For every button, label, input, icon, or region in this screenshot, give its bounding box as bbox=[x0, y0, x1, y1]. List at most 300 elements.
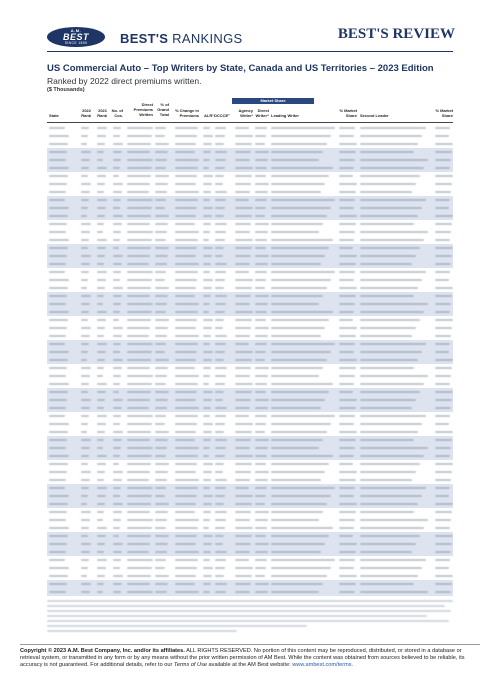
table-row bbox=[47, 548, 453, 556]
table-cell bbox=[203, 407, 211, 409]
table-cell bbox=[235, 303, 250, 305]
table-cell bbox=[97, 159, 103, 161]
table-cell bbox=[175, 455, 198, 457]
table-cell bbox=[235, 255, 251, 257]
table-cell bbox=[175, 391, 197, 393]
table-cell bbox=[155, 255, 168, 257]
table-cell bbox=[215, 495, 225, 497]
table-cell bbox=[360, 519, 428, 521]
table-cell bbox=[49, 591, 66, 593]
table-cell bbox=[113, 519, 121, 521]
table-cell bbox=[81, 127, 89, 129]
table-cell bbox=[113, 279, 120, 281]
table-cell bbox=[235, 463, 252, 465]
table-cell bbox=[155, 463, 169, 465]
table-cell bbox=[113, 471, 123, 473]
table-cell bbox=[175, 127, 198, 129]
table-cell bbox=[235, 375, 250, 377]
table-cell bbox=[81, 263, 90, 265]
table-cell bbox=[255, 335, 268, 337]
table-cell bbox=[339, 519, 355, 521]
table-cell bbox=[271, 463, 329, 465]
table-cell bbox=[113, 271, 121, 273]
table-cell bbox=[203, 391, 213, 393]
table-cell bbox=[235, 391, 252, 393]
table-cell bbox=[127, 527, 152, 529]
table-cell bbox=[435, 167, 450, 169]
table-cell bbox=[175, 591, 199, 593]
table-cell bbox=[49, 567, 69, 569]
table-cell bbox=[113, 127, 121, 129]
table-cell bbox=[127, 503, 151, 505]
col-leading-share: % Market Share bbox=[339, 108, 357, 118]
table-row bbox=[47, 508, 453, 516]
table-cell bbox=[271, 255, 325, 257]
table-cell bbox=[97, 591, 103, 593]
table-cell bbox=[360, 367, 414, 369]
table-cell bbox=[113, 439, 122, 441]
table-cell bbox=[113, 135, 120, 137]
table-cell bbox=[175, 199, 198, 201]
table-cell bbox=[155, 431, 169, 433]
table-cell bbox=[49, 487, 65, 489]
table-cell bbox=[255, 407, 268, 409]
table-cell bbox=[155, 159, 167, 161]
table-cell bbox=[215, 279, 225, 281]
table-cell bbox=[97, 575, 105, 577]
table-cell bbox=[49, 343, 65, 345]
table-cell bbox=[113, 543, 123, 545]
table-cell bbox=[127, 151, 150, 153]
table-cell bbox=[271, 335, 321, 337]
table-cell bbox=[175, 399, 196, 401]
table-cell bbox=[49, 183, 67, 185]
table-cell bbox=[271, 151, 323, 153]
table-cell bbox=[360, 295, 414, 297]
table-cell bbox=[215, 343, 226, 345]
table-cell bbox=[127, 335, 149, 337]
table-cell bbox=[255, 191, 268, 193]
table-row bbox=[47, 436, 453, 444]
table-cell bbox=[435, 159, 451, 161]
table-cell bbox=[155, 183, 168, 185]
table-cell bbox=[435, 407, 451, 409]
table-cell bbox=[255, 207, 266, 209]
table-cell bbox=[175, 359, 196, 361]
table-cell bbox=[81, 503, 87, 505]
table-cell bbox=[97, 423, 106, 425]
table-cell bbox=[203, 511, 211, 513]
table-cell bbox=[155, 191, 167, 193]
table-cell bbox=[339, 159, 355, 161]
table-cell bbox=[155, 487, 166, 489]
table-cell bbox=[215, 415, 226, 417]
table-cell bbox=[113, 559, 121, 561]
table-cell bbox=[271, 319, 329, 321]
table-cell bbox=[235, 191, 250, 193]
table-row bbox=[47, 156, 453, 164]
table-cell bbox=[255, 527, 267, 529]
table-cell bbox=[49, 455, 69, 457]
table-cell bbox=[127, 439, 150, 441]
table-cell bbox=[81, 423, 88, 425]
table-cell bbox=[215, 303, 226, 305]
table-row bbox=[47, 572, 453, 580]
table-cell bbox=[435, 527, 450, 529]
table-cell bbox=[97, 415, 107, 417]
table-cell bbox=[235, 527, 253, 529]
table-cell bbox=[127, 303, 153, 305]
table-cell bbox=[203, 535, 213, 537]
table-cell bbox=[175, 407, 199, 409]
table-cell bbox=[81, 311, 89, 313]
table-cell bbox=[271, 455, 333, 457]
table-cell bbox=[97, 383, 107, 385]
table-cell bbox=[113, 263, 122, 265]
table-cell bbox=[271, 543, 325, 545]
table-cell bbox=[49, 151, 67, 153]
table-cell bbox=[339, 311, 354, 313]
table-cell bbox=[271, 247, 329, 249]
table-cell bbox=[235, 287, 252, 289]
table-cell bbox=[97, 279, 106, 281]
table-cell bbox=[215, 135, 225, 137]
table-cell bbox=[49, 359, 68, 361]
table-cell bbox=[203, 151, 211, 153]
table-cell bbox=[435, 223, 452, 225]
table-row bbox=[47, 324, 453, 332]
table-cell bbox=[255, 167, 267, 169]
table-cell bbox=[360, 447, 428, 449]
footnote-line bbox=[47, 610, 451, 612]
table-cell bbox=[339, 247, 353, 249]
table-cell bbox=[271, 391, 329, 393]
table-cell bbox=[49, 367, 67, 369]
table-cell bbox=[49, 135, 69, 137]
table-cell bbox=[255, 327, 269, 329]
table-cell bbox=[255, 263, 268, 265]
table-cell bbox=[255, 519, 268, 521]
table-cell bbox=[235, 423, 253, 425]
table-cell bbox=[113, 551, 122, 553]
table-cell bbox=[215, 175, 224, 177]
table-cell bbox=[175, 543, 196, 545]
table-cell bbox=[127, 207, 152, 209]
table-cell bbox=[435, 455, 450, 457]
table-cell bbox=[339, 207, 354, 209]
table-cell bbox=[339, 463, 353, 465]
table-cell bbox=[155, 223, 168, 225]
table-cell bbox=[81, 535, 88, 537]
table-cell bbox=[360, 183, 416, 185]
col-alr: ALR¹ bbox=[204, 113, 214, 118]
table-cell bbox=[127, 391, 151, 393]
table-cell bbox=[155, 375, 167, 377]
table-cell bbox=[97, 543, 105, 545]
table-cell bbox=[435, 143, 453, 145]
table-cell bbox=[339, 255, 357, 257]
table-cell bbox=[255, 495, 266, 497]
table-cell bbox=[235, 127, 249, 129]
table-cell bbox=[235, 311, 253, 313]
table-cell bbox=[271, 479, 321, 481]
table-cell bbox=[175, 431, 196, 433]
table-cell bbox=[175, 223, 195, 225]
table-cell bbox=[155, 415, 166, 417]
table-cell bbox=[127, 263, 149, 265]
table-cell bbox=[435, 431, 453, 433]
table-cell bbox=[215, 223, 227, 225]
table-cell bbox=[255, 359, 265, 361]
table-cell bbox=[235, 175, 252, 177]
table-cell bbox=[235, 543, 251, 545]
table-cell bbox=[215, 287, 224, 289]
table-cell bbox=[81, 383, 89, 385]
table-row bbox=[47, 220, 453, 228]
table-cell bbox=[435, 247, 453, 249]
header-divider bbox=[47, 51, 453, 52]
table-cell bbox=[113, 287, 123, 289]
table-cell bbox=[97, 359, 105, 361]
table-cell bbox=[113, 351, 120, 353]
table-cell bbox=[49, 215, 68, 217]
table-cell bbox=[49, 279, 69, 281]
table-cell bbox=[175, 263, 199, 265]
table-cell bbox=[81, 511, 91, 513]
table-cell bbox=[339, 543, 357, 545]
table-cell bbox=[113, 431, 123, 433]
table-cell bbox=[155, 247, 169, 249]
table-cell bbox=[235, 575, 252, 577]
table-cell bbox=[113, 479, 122, 481]
table-cell bbox=[235, 471, 251, 473]
table-cell bbox=[435, 127, 450, 129]
copyright-notice bbox=[20, 648, 480, 670]
table-cell bbox=[155, 151, 168, 153]
table-cell bbox=[81, 191, 90, 193]
table-cell bbox=[271, 487, 335, 489]
table-cell bbox=[113, 327, 123, 329]
table-cell bbox=[215, 591, 226, 593]
table-cell bbox=[97, 535, 106, 537]
table-cell bbox=[360, 543, 416, 545]
table-cell bbox=[175, 471, 196, 473]
table-cell bbox=[360, 231, 428, 233]
table-cell bbox=[255, 159, 268, 161]
table-row bbox=[47, 260, 453, 268]
table-cell bbox=[127, 399, 150, 401]
table-cell bbox=[175, 215, 196, 217]
table-cell bbox=[127, 311, 152, 313]
table-cell bbox=[81, 303, 90, 305]
table-cell bbox=[360, 415, 426, 417]
table-cell bbox=[127, 279, 152, 281]
table-cell bbox=[97, 327, 105, 329]
table-cell bbox=[203, 351, 213, 353]
table-cell bbox=[235, 279, 253, 281]
table-cell bbox=[203, 335, 211, 337]
table-cell bbox=[203, 527, 209, 529]
table-cell bbox=[339, 215, 357, 217]
table-row bbox=[47, 588, 453, 596]
table-cell bbox=[127, 567, 152, 569]
table-cell bbox=[360, 191, 412, 193]
table-cell bbox=[49, 287, 68, 289]
table-cell bbox=[435, 255, 452, 257]
table-cell bbox=[435, 399, 452, 401]
table-cell bbox=[127, 471, 150, 473]
table-cell bbox=[175, 191, 199, 193]
table-cell bbox=[81, 183, 91, 185]
table-cell bbox=[360, 223, 414, 225]
table-cell bbox=[97, 519, 103, 521]
terms-url-link[interactable]: www.ambest.com/terms. bbox=[292, 662, 354, 669]
table-cell bbox=[175, 375, 199, 377]
table-cell bbox=[155, 135, 165, 137]
table-cell bbox=[155, 407, 167, 409]
table-cell bbox=[339, 511, 356, 513]
table-cell bbox=[155, 231, 167, 233]
table-cell bbox=[175, 231, 199, 233]
table-cell bbox=[155, 295, 168, 297]
table-cell bbox=[155, 175, 169, 177]
table-cell bbox=[215, 199, 226, 201]
table-cell bbox=[127, 583, 150, 585]
table-cell bbox=[235, 359, 252, 361]
rankings-bold: BEST'S bbox=[120, 31, 169, 46]
table-cell bbox=[215, 311, 225, 313]
logo-main-text: BEST bbox=[62, 32, 89, 42]
table-cell bbox=[203, 207, 213, 209]
table-cell bbox=[360, 327, 416, 329]
table-cell bbox=[81, 151, 91, 153]
col-second-leader: Second Leader bbox=[360, 113, 389, 118]
table-cell bbox=[235, 295, 251, 297]
table-cell bbox=[435, 511, 452, 513]
table-cell bbox=[360, 551, 412, 553]
table-cell bbox=[203, 343, 210, 345]
table-cell bbox=[113, 255, 123, 257]
table-cell bbox=[175, 239, 198, 241]
document-units: ($ Thousands) bbox=[47, 87, 85, 93]
table-cell bbox=[215, 559, 226, 561]
table-cell bbox=[49, 327, 67, 329]
table-cell bbox=[113, 455, 120, 457]
table-cell bbox=[339, 151, 356, 153]
table-cell bbox=[235, 223, 251, 225]
table-cell bbox=[113, 151, 122, 153]
table-cell bbox=[127, 383, 152, 385]
table-row bbox=[47, 268, 453, 276]
table-cell bbox=[49, 431, 68, 433]
table-cell bbox=[360, 319, 420, 321]
terms-of-use-link[interactable]: Terms of Use bbox=[173, 662, 207, 669]
table-cell bbox=[435, 367, 452, 369]
table-cell bbox=[255, 351, 266, 353]
table-cell bbox=[155, 527, 166, 529]
table-cell bbox=[339, 191, 356, 193]
table-cell bbox=[49, 351, 69, 353]
table-cell bbox=[97, 175, 106, 177]
footnote-line bbox=[47, 620, 449, 622]
table-cell bbox=[215, 543, 223, 545]
table-cell bbox=[97, 559, 107, 561]
table-cell bbox=[360, 303, 428, 305]
table-cell bbox=[175, 327, 196, 329]
table-cell bbox=[339, 279, 354, 281]
table-cell bbox=[127, 431, 151, 433]
table-cell bbox=[271, 311, 333, 313]
table-row bbox=[47, 460, 453, 468]
table-cell bbox=[215, 351, 225, 353]
table-cell bbox=[97, 463, 106, 465]
table-cell bbox=[97, 223, 104, 225]
table-cell bbox=[97, 263, 104, 265]
table-cell bbox=[155, 575, 169, 577]
table-cell bbox=[339, 271, 355, 273]
table-cell bbox=[271, 271, 335, 273]
bests-review-brand: BEST'S REVIEW bbox=[337, 26, 455, 42]
table-cell bbox=[255, 319, 266, 321]
table-cell bbox=[235, 151, 251, 153]
footnote-line bbox=[47, 615, 427, 617]
table-row bbox=[47, 500, 453, 508]
table-cell bbox=[155, 239, 166, 241]
table-cell bbox=[255, 239, 267, 241]
table-cell bbox=[203, 159, 210, 161]
table-cell bbox=[203, 255, 212, 257]
table-cell bbox=[81, 575, 87, 577]
table-cell bbox=[255, 279, 266, 281]
table-cell bbox=[81, 431, 87, 433]
table-cell bbox=[435, 303, 451, 305]
table-cell bbox=[49, 295, 67, 297]
table-cell bbox=[97, 335, 104, 337]
table-cell bbox=[49, 471, 67, 473]
table-cell bbox=[271, 343, 335, 345]
table-cell bbox=[235, 583, 251, 585]
table-cell bbox=[49, 575, 68, 577]
table-cell bbox=[235, 239, 253, 241]
table-cell bbox=[97, 247, 106, 249]
table-cell bbox=[339, 351, 354, 353]
table-cell bbox=[360, 135, 422, 137]
table-cell bbox=[127, 255, 150, 257]
table-cell bbox=[360, 463, 420, 465]
table-cell bbox=[435, 375, 451, 377]
table-cell bbox=[339, 431, 357, 433]
table-cell bbox=[81, 199, 89, 201]
table-cell bbox=[81, 495, 88, 497]
table-cell bbox=[81, 175, 88, 177]
table-cell bbox=[215, 215, 224, 217]
table-cell bbox=[97, 207, 106, 209]
table-cell bbox=[127, 167, 152, 169]
table-row bbox=[47, 172, 453, 180]
table-cell bbox=[255, 231, 268, 233]
table-cell bbox=[203, 239, 209, 241]
table-cell bbox=[435, 271, 450, 273]
table-cell bbox=[339, 479, 356, 481]
table-cell bbox=[175, 463, 197, 465]
table-cell bbox=[81, 343, 89, 345]
table-cell bbox=[271, 399, 325, 401]
table-cell bbox=[49, 399, 67, 401]
table-cell bbox=[113, 239, 120, 241]
table-cell bbox=[235, 399, 251, 401]
table-cell bbox=[113, 183, 123, 185]
table-cell bbox=[360, 175, 420, 177]
